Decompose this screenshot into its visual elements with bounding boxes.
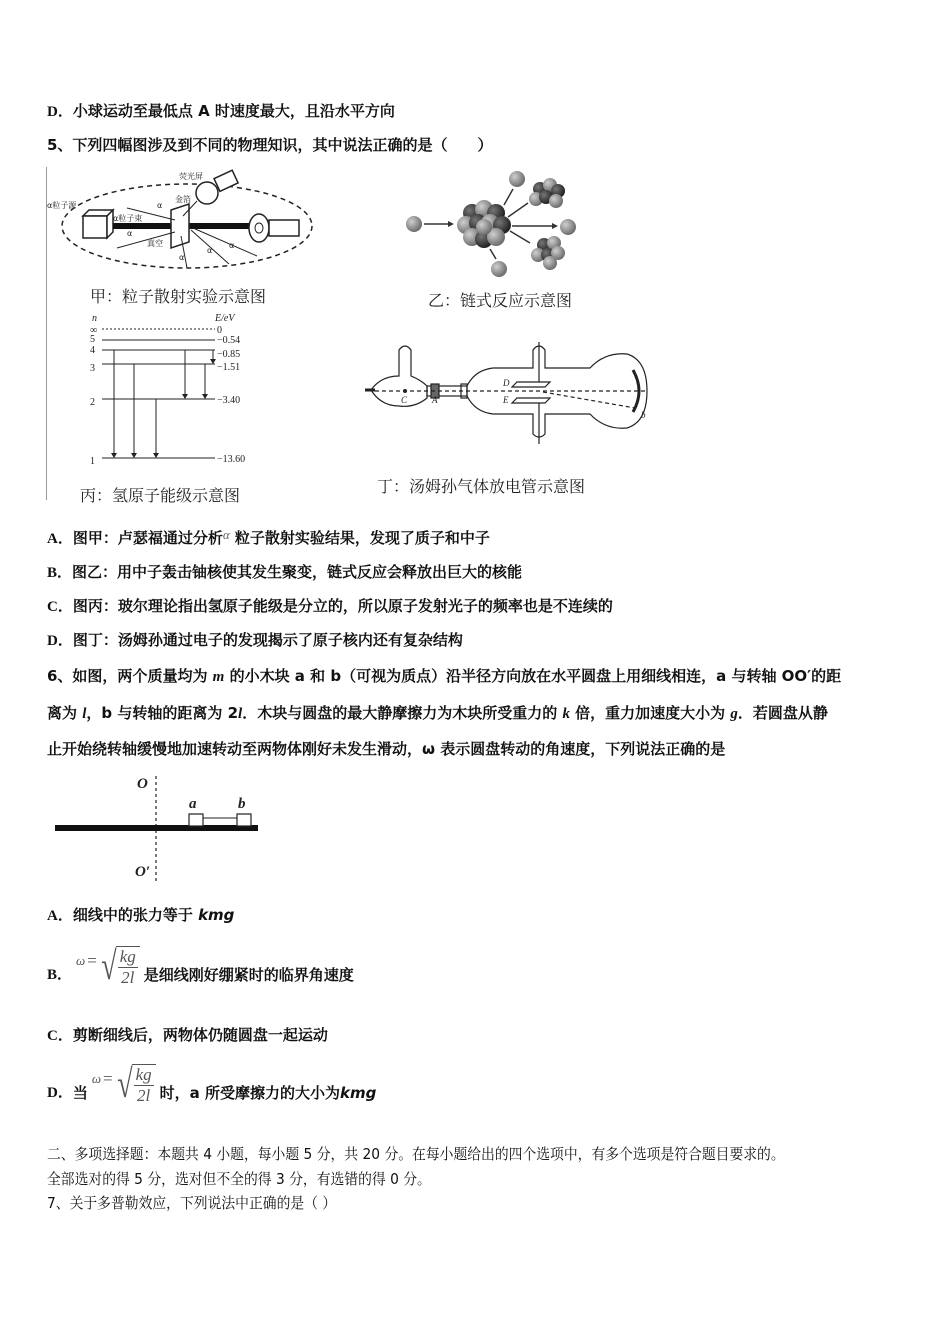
math-l: l	[82, 706, 87, 722]
q5-option-c[interactable]	[47, 596, 613, 617]
figure-thomson-tube	[365, 340, 650, 445]
level-n: 3	[90, 363, 95, 374]
label-b: b	[641, 410, 646, 420]
formula-omega-sqrt	[91, 1061, 156, 1106]
equals-sign: =	[103, 1069, 113, 1088]
label-alpha: α	[179, 253, 185, 262]
math-kmg: kmg	[340, 1084, 377, 1102]
label-alpha: α	[157, 201, 163, 210]
level-n: 4	[90, 345, 95, 356]
level-n: ∞	[90, 325, 98, 336]
option-text: 图乙：用中子轰击铀核使其发生聚变，链式反应会释放出巨大的核能	[72, 563, 523, 581]
option-text: 当	[72, 1084, 88, 1102]
math-m: m	[212, 669, 225, 685]
numerator: kg	[135, 1065, 152, 1084]
sqrt-icon: √ $\frac{kg}{2l}$	[98, 946, 140, 988]
label-vacuum: 真空	[147, 239, 163, 248]
q6-stem-line1	[47, 666, 841, 687]
figure-chain-reaction	[400, 165, 600, 280]
label-screen: 荧光屏	[179, 172, 203, 181]
option-label: B．	[47, 967, 73, 983]
denominator: 2l	[137, 1086, 151, 1105]
option-label: A．	[47, 531, 73, 547]
figure-hydrogen-levels	[85, 312, 260, 472]
level-energy: −0.85	[217, 349, 241, 360]
label-a: A	[432, 395, 438, 405]
q6-option-b[interactable]	[47, 942, 354, 992]
label-o-prime: O′	[135, 864, 151, 880]
option-text: 图甲：卢瑟福通过分析	[72, 529, 223, 547]
option-text: 图丙：玻尔理论指出氢原子能级是分立的，所以原子发射光子的频率也是不连续的	[72, 597, 613, 615]
omega-symbol: ω	[91, 1071, 102, 1086]
stem-text: 倍，重力加速度大小为	[569, 704, 731, 722]
label-o: O	[137, 776, 148, 792]
label-c: C	[401, 395, 408, 405]
label-e: E	[503, 395, 509, 405]
omega-symbol: ω	[76, 953, 86, 968]
sqrt-icon: √ $\frac{kg}{2l}$	[114, 1064, 156, 1106]
alpha-symbol: α	[222, 527, 230, 542]
caption-yi: 乙：链式反应示意图	[428, 291, 573, 310]
label-alpha-beam: α粒子束	[113, 214, 143, 223]
axis-n-label: n	[92, 313, 97, 324]
math-k: k	[562, 706, 570, 722]
stem-text: ，b 与转轴的距离为 2	[86, 704, 239, 722]
option-label: C．	[47, 1028, 73, 1044]
q5-stem: 5、下列四幅图涉及到不同的物理知识，其中说法正确的是（ ）	[47, 136, 493, 154]
label-alpha: α	[229, 241, 235, 250]
option-label: A．	[47, 908, 73, 924]
level-n: 2	[90, 397, 95, 408]
option-label: B．	[47, 565, 73, 581]
option-text: 图丁：汤姆孙通过电子的发现揭示了原子核内还有复杂结构	[72, 631, 463, 649]
option-label: D．	[47, 104, 73, 120]
numerator: kg	[119, 947, 136, 966]
option-label: C．	[47, 599, 73, 615]
label-d: D	[503, 378, 510, 388]
level-energy: −0.54	[217, 335, 241, 346]
level-energy: −13.60	[217, 454, 246, 465]
stem-text: 的小木块 a 和 b（可视为质点）沿半径方向放在水平圆盘上用细线相连，a 与转轴 OO′的距	[224, 667, 842, 685]
q5-option-d[interactable]	[47, 630, 463, 651]
q6-stem-line2	[47, 703, 828, 724]
q4-option-d	[47, 101, 395, 122]
stem-text: ．木块与圆盘的最大静摩擦力为木块所受重力的	[242, 704, 563, 722]
label-alpha-source: α粒子源	[47, 201, 77, 210]
formula-omega-sqrt	[76, 943, 140, 988]
figure-alpha-scattering	[47, 168, 327, 273]
level-n: 5	[90, 334, 95, 345]
math-g: g	[730, 706, 738, 722]
label-alpha: α	[127, 229, 133, 238]
option-label: D．	[47, 633, 73, 649]
label-block-a: a	[189, 796, 197, 812]
stem-text: 6、如图，两个质量均为	[47, 667, 213, 685]
equals-sign: =	[87, 951, 97, 970]
q6-stem-line3: 止开始绕转轴缓慢地加速转动至两物体刚好未发生滑动，ω 表示圆盘转动的角速度，下列说法正确的是	[47, 740, 726, 758]
section2-instructions-line1: 二、多项选择题：本题共 4 小题，每小题 5 分，共 20 分。在每小题给出的四个选项中，有多个选项是符合题目要求的。	[47, 1145, 785, 1163]
q5-option-b[interactable]	[47, 562, 522, 583]
math-kmg: kmg	[198, 906, 235, 924]
axis-e-label: E/eV	[215, 313, 235, 324]
q7-stem: 7、关于多普勒效应，下列说法中正确的是（ ）	[47, 1194, 337, 1212]
option-text: 时，a 所受摩擦力的大小为	[159, 1084, 340, 1102]
q5-option-a[interactable]	[47, 528, 490, 549]
level-energy: −3.40	[217, 395, 241, 406]
option-text: 粒子散射实验结果，发现了质子和中子	[229, 529, 490, 547]
caption-ding: 丁：汤姆孙气体放电管示意图	[377, 477, 586, 496]
level-energy: 0	[217, 325, 222, 336]
option-text: 剪断细线后，两物体仍随圆盘一起运动	[72, 1026, 328, 1044]
stem-text: 离为	[47, 704, 83, 722]
option-text: 是细线刚好绷紧时的临界角速度	[143, 966, 354, 984]
math-l: l	[238, 706, 243, 722]
q6-option-c[interactable]	[47, 1025, 328, 1046]
option-label: D．	[47, 1085, 73, 1101]
option-text: 小球运动至最低点 A 时速度最大，且沿水平方向	[72, 102, 395, 120]
q6-option-a[interactable]	[47, 905, 234, 926]
caption-jia: 甲：粒子散射实验示意图	[90, 287, 267, 306]
label-alpha: α	[207, 246, 213, 255]
stem-text: ．若圆盘从静	[737, 704, 828, 722]
label-block-b: b	[238, 796, 246, 812]
option-text: 细线中的张力等于	[72, 906, 199, 924]
level-n: 1	[90, 456, 95, 467]
q6-option-d[interactable]	[47, 1060, 376, 1110]
label-gold-foil: 金箔	[175, 195, 191, 204]
level-energy: −1.51	[217, 362, 241, 373]
section2-instructions-line2: 全部选对的得 5 分，选对但不全的得 3 分，有选错的得 0 分。	[47, 1170, 431, 1188]
caption-bing: 丙：氢原子能级示意图	[80, 486, 241, 505]
figure-rotating-disk	[55, 770, 265, 882]
denominator: 2l	[121, 968, 135, 987]
